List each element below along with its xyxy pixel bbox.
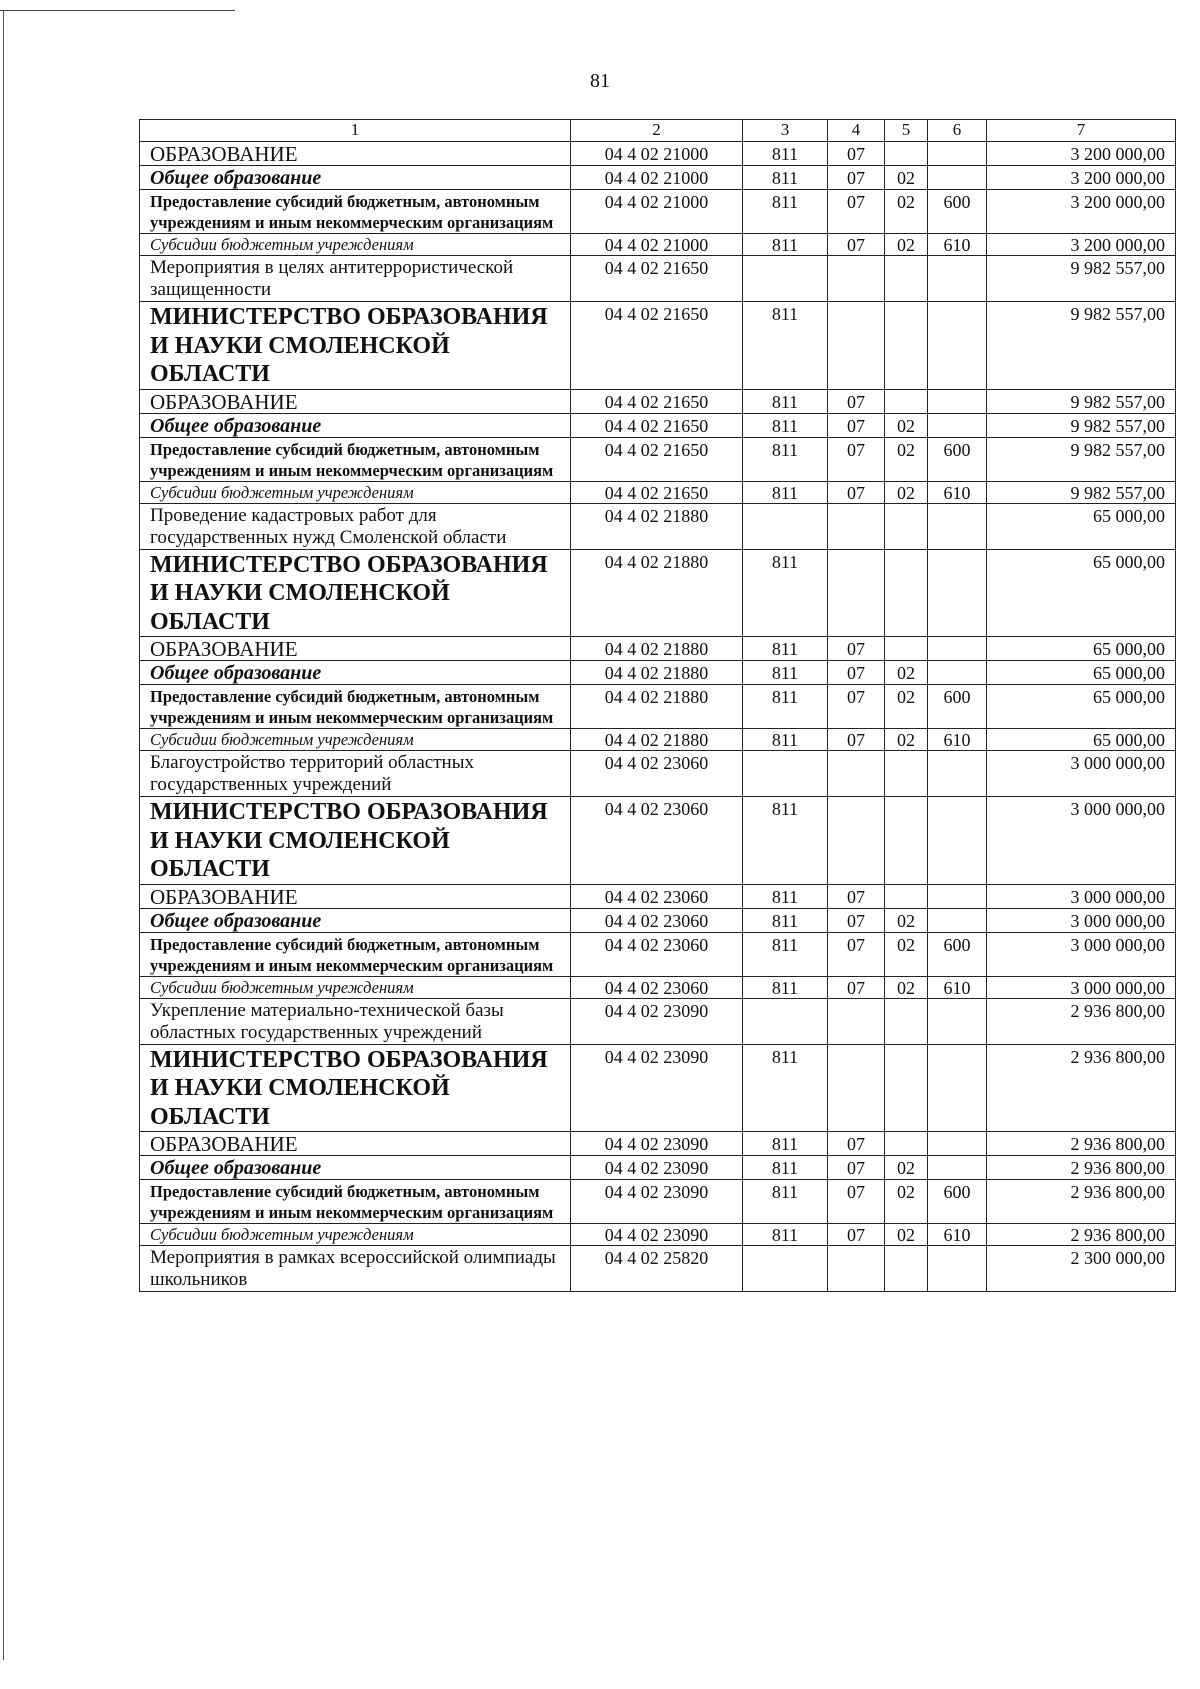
subsection-code-cell (885, 549, 928, 637)
program-code-cell: 04 4 02 23060 (571, 797, 743, 885)
row-name-cell: Укрепление материально-технической базы областных государственных учреждений (140, 998, 571, 1044)
table-row (140, 1224, 1176, 1246)
subsection-code-cell: 02 (885, 234, 928, 256)
subsection-code-cell: 02 (885, 413, 928, 437)
ministry-code-cell: 811 (743, 1132, 828, 1156)
table-row (140, 166, 1176, 190)
section-code-cell: 07 (828, 1180, 885, 1224)
amount-cell: 2 936 800,00 (987, 1132, 1176, 1156)
table-row (140, 503, 1176, 549)
amount-cell: 65 000,00 (987, 661, 1176, 685)
expense-type-code-cell: 610 (928, 1224, 987, 1246)
row-name-cell: Предоставление субсидий бюджетным, автономным учреждениям и иным некоммерческим организациям (140, 437, 571, 481)
section-code-cell (828, 256, 885, 302)
section-code-cell (828, 1044, 885, 1132)
section-code-cell: 07 (828, 481, 885, 503)
table-row (140, 234, 1176, 256)
program-code-cell: 04 4 02 21880 (571, 685, 743, 729)
row-name-cell: ОБРАЗОВАНИЕ (140, 884, 571, 908)
ministry-code-cell: 811 (743, 884, 828, 908)
row-name-cell: Мероприятия в целях антитеррористической защищенности (140, 256, 571, 302)
amount-cell: 2 936 800,00 (987, 1180, 1176, 1224)
table-row (140, 190, 1176, 234)
ministry-code-cell: 811 (743, 1044, 828, 1132)
table-row (140, 932, 1176, 976)
column-header: 6 (928, 120, 987, 142)
row-name-cell: Субсидии бюджетным учреждениям (140, 234, 571, 256)
row-name-cell: Мероприятия в рамках всероссийской олимпиады школьников (140, 1246, 571, 1292)
amount-cell: 3 000 000,00 (987, 908, 1176, 932)
ministry-code-cell: 811 (743, 908, 828, 932)
ministry-code-cell: 811 (743, 685, 828, 729)
row-name-cell: Субсидии бюджетным учреждениям (140, 481, 571, 503)
amount-cell: 9 982 557,00 (987, 481, 1176, 503)
section-code-cell: 07 (828, 166, 885, 190)
ministry-code-cell (743, 256, 828, 302)
amount-cell: 3 000 000,00 (987, 884, 1176, 908)
section-code-cell (828, 751, 885, 797)
expense-type-code-cell (928, 797, 987, 885)
program-code-cell: 04 4 02 21650 (571, 256, 743, 302)
amount-cell: 3 200 000,00 (987, 190, 1176, 234)
ministry-code-cell: 811 (743, 234, 828, 256)
ministry-code-cell: 811 (743, 549, 828, 637)
program-code-cell: 04 4 02 21000 (571, 142, 743, 166)
section-code-cell: 07 (828, 884, 885, 908)
ministry-code-cell: 811 (743, 729, 828, 751)
amount-cell: 9 982 557,00 (987, 389, 1176, 413)
section-code-cell: 07 (828, 661, 885, 685)
program-code-cell: 04 4 02 23060 (571, 976, 743, 998)
table-row (140, 256, 1176, 302)
column-header: 1 (140, 120, 571, 142)
expense-type-code-cell (928, 1246, 987, 1292)
expense-type-code-cell (928, 142, 987, 166)
expense-type-code-cell: 600 (928, 685, 987, 729)
row-name-cell: Предоставление субсидий бюджетным, автономным учреждениям и иным некоммерческим организациям (140, 685, 571, 729)
expense-type-code-cell (928, 998, 987, 1044)
ministry-code-cell: 811 (743, 413, 828, 437)
table-row (140, 437, 1176, 481)
subsection-code-cell: 02 (885, 481, 928, 503)
row-name-cell: Проведение кадастровых работ для государственных нужд Смоленской области (140, 503, 571, 549)
row-name-cell: Субсидии бюджетным учреждениям (140, 1224, 571, 1246)
program-code-cell: 04 4 02 21650 (571, 302, 743, 390)
program-code-cell: 04 4 02 23060 (571, 751, 743, 797)
subsection-code-cell: 02 (885, 166, 928, 190)
table-row (140, 1132, 1176, 1156)
budget-table (139, 119, 1176, 1292)
expense-type-code-cell: 600 (928, 190, 987, 234)
amount-cell: 9 982 557,00 (987, 413, 1176, 437)
program-code-cell: 04 4 02 21880 (571, 503, 743, 549)
subsection-code-cell (885, 503, 928, 549)
table-row (140, 413, 1176, 437)
table-row (140, 661, 1176, 685)
ministry-code-cell: 811 (743, 166, 828, 190)
subsection-code-cell (885, 142, 928, 166)
amount-cell: 2 936 800,00 (987, 1224, 1176, 1246)
expense-type-code-cell (928, 389, 987, 413)
program-code-cell: 04 4 02 21880 (571, 729, 743, 751)
amount-cell: 65 000,00 (987, 637, 1176, 661)
section-code-cell: 07 (828, 1156, 885, 1180)
amount-cell: 65 000,00 (987, 503, 1176, 549)
row-name-cell: ОБРАЗОВАНИЕ (140, 637, 571, 661)
subsection-code-cell (885, 637, 928, 661)
ministry-code-cell: 811 (743, 1156, 828, 1180)
section-code-cell (828, 503, 885, 549)
subsection-code-cell: 02 (885, 908, 928, 932)
table-row (140, 142, 1176, 166)
expense-type-code-cell (928, 1156, 987, 1180)
subsection-code-cell: 02 (885, 437, 928, 481)
table-row (140, 1180, 1176, 1224)
scan-edge-left (3, 10, 4, 1660)
expense-type-code-cell (928, 166, 987, 190)
section-code-cell: 07 (828, 932, 885, 976)
section-code-cell: 07 (828, 908, 885, 932)
expense-type-code-cell (928, 549, 987, 637)
expense-type-code-cell: 600 (928, 932, 987, 976)
ministry-code-cell: 811 (743, 976, 828, 998)
amount-cell: 3 200 000,00 (987, 142, 1176, 166)
amount-cell: 2 300 000,00 (987, 1246, 1176, 1292)
subsection-code-cell (885, 797, 928, 885)
expense-type-code-cell (928, 661, 987, 685)
table-row (140, 1246, 1176, 1292)
subsection-code-cell (885, 256, 928, 302)
ministry-code-cell: 811 (743, 302, 828, 390)
row-name-cell: Общее образование (140, 1156, 571, 1180)
expense-type-code-cell (928, 637, 987, 661)
row-name-cell: ОБРАЗОВАНИЕ (140, 1132, 571, 1156)
section-code-cell: 07 (828, 190, 885, 234)
subsection-code-cell: 02 (885, 1156, 928, 1180)
expense-type-code-cell (928, 503, 987, 549)
subsection-code-cell (885, 1132, 928, 1156)
ministry-code-cell: 811 (743, 932, 828, 976)
ministry-code-cell: 811 (743, 437, 828, 481)
row-name-cell: Общее образование (140, 908, 571, 932)
amount-cell: 65 000,00 (987, 729, 1176, 751)
ministry-code-cell: 811 (743, 661, 828, 685)
program-code-cell: 04 4 02 23090 (571, 1224, 743, 1246)
subsection-code-cell: 02 (885, 932, 928, 976)
program-code-cell: 04 4 02 21880 (571, 637, 743, 661)
scan-edge-top (0, 10, 235, 11)
row-name-cell: Общее образование (140, 166, 571, 190)
expense-type-code-cell: 610 (928, 729, 987, 751)
amount-cell: 3 000 000,00 (987, 797, 1176, 885)
table-row (140, 1156, 1176, 1180)
amount-cell: 65 000,00 (987, 685, 1176, 729)
amount-cell: 3 200 000,00 (987, 234, 1176, 256)
section-code-cell: 07 (828, 234, 885, 256)
row-name-cell: ОБРАЗОВАНИЕ (140, 389, 571, 413)
program-code-cell: 04 4 02 21000 (571, 234, 743, 256)
section-code-cell: 07 (828, 976, 885, 998)
row-name-cell: Благоустройство территорий областных государственных учреждений (140, 751, 571, 797)
row-name-cell: Общее образование (140, 413, 571, 437)
subsection-code-cell: 02 (885, 685, 928, 729)
amount-cell: 2 936 800,00 (987, 998, 1176, 1044)
program-code-cell: 04 4 02 21880 (571, 549, 743, 637)
ministry-code-cell (743, 503, 828, 549)
table-row (140, 1044, 1176, 1132)
subsection-code-cell (885, 751, 928, 797)
expense-type-code-cell: 600 (928, 437, 987, 481)
amount-cell: 3 200 000,00 (987, 166, 1176, 190)
row-name-cell: Общее образование (140, 661, 571, 685)
program-code-cell: 04 4 02 23090 (571, 1132, 743, 1156)
page-number: 81 (590, 70, 610, 92)
ministry-code-cell: 811 (743, 1224, 828, 1246)
program-code-cell: 04 4 02 23090 (571, 998, 743, 1044)
amount-cell: 9 982 557,00 (987, 302, 1176, 390)
expense-type-code-cell (928, 751, 987, 797)
amount-cell: 3 000 000,00 (987, 751, 1176, 797)
column-header: 5 (885, 120, 928, 142)
table-row (140, 976, 1176, 998)
row-name-cell: МИНИСТЕРСТВО ОБРАЗОВАНИЯ И НАУКИ СМОЛЕНСКОЙ ОБЛАСТИ (140, 302, 571, 390)
table-body (140, 120, 1176, 1292)
program-code-cell: 04 4 02 23060 (571, 884, 743, 908)
section-code-cell (828, 302, 885, 390)
subsection-code-cell: 02 (885, 661, 928, 685)
section-code-cell: 07 (828, 437, 885, 481)
subsection-code-cell: 02 (885, 190, 928, 234)
subsection-code-cell: 02 (885, 1180, 928, 1224)
program-code-cell: 04 4 02 23090 (571, 1156, 743, 1180)
ministry-code-cell: 811 (743, 481, 828, 503)
amount-cell: 9 982 557,00 (987, 256, 1176, 302)
row-name-cell: Предоставление субсидий бюджетным, автономным учреждениям и иным некоммерческим организациям (140, 190, 571, 234)
table-header-row (140, 120, 1176, 142)
program-code-cell: 04 4 02 21650 (571, 389, 743, 413)
section-code-cell: 07 (828, 142, 885, 166)
row-name-cell: Предоставление субсидий бюджетным, автономным учреждениям и иным некоммерческим организациям (140, 1180, 571, 1224)
expense-type-code-cell (928, 908, 987, 932)
expense-type-code-cell: 610 (928, 234, 987, 256)
row-name-cell: МИНИСТЕРСТВО ОБРАЗОВАНИЯ И НАУКИ СМОЛЕНСКОЙ ОБЛАСТИ (140, 797, 571, 885)
section-code-cell: 07 (828, 685, 885, 729)
subsection-code-cell (885, 1246, 928, 1292)
table-row (140, 685, 1176, 729)
ministry-code-cell (743, 998, 828, 1044)
program-code-cell: 04 4 02 21650 (571, 481, 743, 503)
ministry-code-cell (743, 1246, 828, 1292)
section-code-cell (828, 1246, 885, 1292)
expense-type-code-cell (928, 413, 987, 437)
program-code-cell: 04 4 02 25820 (571, 1246, 743, 1292)
ministry-code-cell: 811 (743, 637, 828, 661)
ministry-code-cell: 811 (743, 389, 828, 413)
section-code-cell: 07 (828, 389, 885, 413)
table-row (140, 302, 1176, 390)
program-code-cell: 04 4 02 23060 (571, 932, 743, 976)
subsection-code-cell (885, 302, 928, 390)
subsection-code-cell (885, 1044, 928, 1132)
ministry-code-cell (743, 751, 828, 797)
column-header: 4 (828, 120, 885, 142)
program-code-cell: 04 4 02 21000 (571, 166, 743, 190)
table-row (140, 797, 1176, 885)
table-row (140, 908, 1176, 932)
expense-type-code-cell: 610 (928, 976, 987, 998)
column-header: 7 (987, 120, 1176, 142)
program-code-cell: 04 4 02 23090 (571, 1180, 743, 1224)
ministry-code-cell: 811 (743, 190, 828, 234)
subsection-code-cell (885, 389, 928, 413)
table-row (140, 729, 1176, 751)
subsection-code-cell: 02 (885, 976, 928, 998)
subsection-code-cell (885, 884, 928, 908)
column-header: 3 (743, 120, 828, 142)
table-row (140, 549, 1176, 637)
section-code-cell: 07 (828, 637, 885, 661)
table-row (140, 998, 1176, 1044)
section-code-cell (828, 797, 885, 885)
program-code-cell: 04 4 02 21880 (571, 661, 743, 685)
expense-type-code-cell: 610 (928, 481, 987, 503)
table-row (140, 751, 1176, 797)
amount-cell: 3 000 000,00 (987, 932, 1176, 976)
table-row (140, 637, 1176, 661)
subsection-code-cell (885, 998, 928, 1044)
program-code-cell: 04 4 02 23060 (571, 908, 743, 932)
section-code-cell: 07 (828, 1132, 885, 1156)
expense-type-code-cell (928, 1132, 987, 1156)
section-code-cell: 07 (828, 413, 885, 437)
row-name-cell: Предоставление субсидий бюджетным, автономным учреждениям и иным некоммерческим организациям (140, 932, 571, 976)
amount-cell: 2 936 800,00 (987, 1044, 1176, 1132)
table-row (140, 481, 1176, 503)
ministry-code-cell: 811 (743, 1180, 828, 1224)
program-code-cell: 04 4 02 23090 (571, 1044, 743, 1132)
table-row (140, 884, 1176, 908)
column-header: 2 (571, 120, 743, 142)
row-name-cell: МИНИСТЕРСТВО ОБРАЗОВАНИЯ И НАУКИ СМОЛЕНСКОЙ ОБЛАСТИ (140, 1044, 571, 1132)
expense-type-code-cell: 600 (928, 1180, 987, 1224)
section-code-cell (828, 998, 885, 1044)
expense-type-code-cell (928, 884, 987, 908)
program-code-cell: 04 4 02 21650 (571, 413, 743, 437)
ministry-code-cell: 811 (743, 797, 828, 885)
subsection-code-cell: 02 (885, 729, 928, 751)
amount-cell: 9 982 557,00 (987, 437, 1176, 481)
row-name-cell: ОБРАЗОВАНИЕ (140, 142, 571, 166)
row-name-cell: Субсидии бюджетным учреждениям (140, 976, 571, 998)
section-code-cell (828, 549, 885, 637)
section-code-cell: 07 (828, 729, 885, 751)
section-code-cell: 07 (828, 1224, 885, 1246)
ministry-code-cell: 811 (743, 142, 828, 166)
expense-type-code-cell (928, 256, 987, 302)
amount-cell: 65 000,00 (987, 549, 1176, 637)
expense-type-code-cell (928, 302, 987, 390)
expense-type-code-cell (928, 1044, 987, 1132)
table-row (140, 389, 1176, 413)
subsection-code-cell: 02 (885, 1224, 928, 1246)
row-name-cell: МИНИСТЕРСТВО ОБРАЗОВАНИЯ И НАУКИ СМОЛЕНСКОЙ ОБЛАСТИ (140, 549, 571, 637)
program-code-cell: 04 4 02 21650 (571, 437, 743, 481)
amount-cell: 2 936 800,00 (987, 1156, 1176, 1180)
amount-cell: 3 000 000,00 (987, 976, 1176, 998)
row-name-cell: Субсидии бюджетным учреждениям (140, 729, 571, 751)
program-code-cell: 04 4 02 21000 (571, 190, 743, 234)
